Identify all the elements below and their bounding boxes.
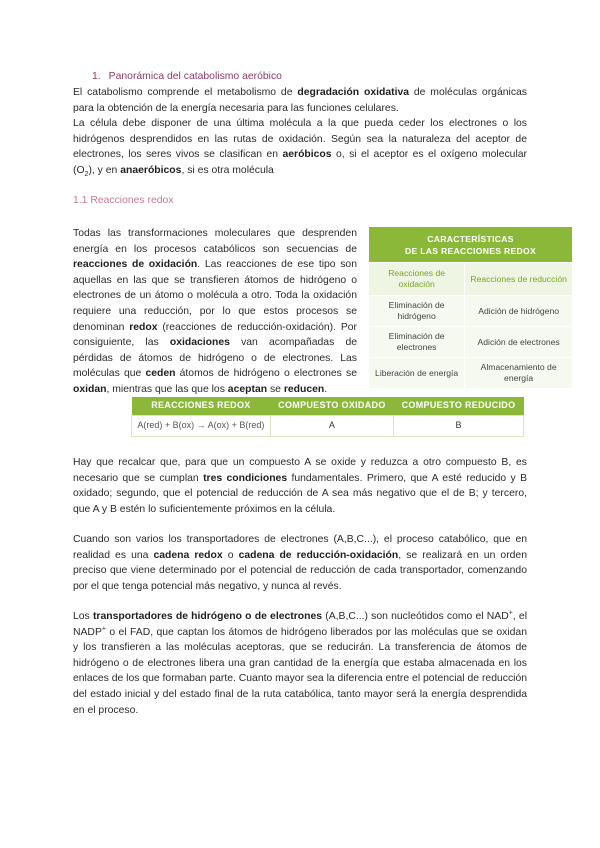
redox-equation: A(red) + B(ox) → A(ox) + B(red) bbox=[132, 416, 271, 437]
section-number: 1. bbox=[92, 71, 101, 82]
conditions-paragraph: Hay que recalcar que, para que un compuesto A se oxide y reduzca a otro compuesto B, es necesario que se cumplan tres condiciones fundamentales. Primero, que A esté reducido y B oxidado; segundo, que el potencial de reducción de A sea más negativo que el de B; y tercero, que A y B estén lo suficientemente próximos en la célula. bbox=[73, 457, 527, 515]
chain-paragraph: Cuando son varios los transportadores de electrones (A,B,C...), el proceso catabólico, que en realidad es una cadena redox o cadena de reducción-oxidación, se realizará en un orden preciso que viene determinado por el potencial de reducción de cada transportador, comenzando por el que tenga potencial más negativo, y nunca al revés. bbox=[73, 534, 527, 592]
header-oxidized-compound: COMPUESTO OXIDADO bbox=[270, 397, 393, 416]
reduced-value: B bbox=[394, 416, 524, 437]
characteristics-table-title: CARACTERÍSTICAS DE LAS REACCIONES REDOX bbox=[369, 227, 573, 263]
table-row: Eliminación de hidrógeno Adición de hidrógeno bbox=[369, 296, 573, 327]
redox-table bbox=[131, 397, 524, 437]
intro-paragraph: El catabolismo comprende el metabolismo de degradación oxidativa de moléculas orgánicas para la obtención de la energía necesaria para las funciones celulares. La célula debe disponer de una última molécula a la que pueda ceder los electrones o los hidrógenos desprendidos en las rutas de oxidación. Según sea la naturaleza del aceptor de electrones, los seres vivos se clasifican en aeróbicos o, si el aceptor es el oxígeno molecular $(O_2)$, y en anaeróbicos, si es otra molécula bbox=[73, 87, 527, 179]
section-heading bbox=[92, 69, 282, 85]
oxidized-value: A bbox=[270, 416, 393, 437]
redox-paragraph: Todas las transformaciones moleculares que desprenden energía en los procesos catabólicos son secuencias de reacciones de oxidación. Las reacciones de ese tipo son aquellas en las que se transfieren átomos de hidrógeno o electrones de un átomo o molécula a otro. Toda la oxidación requiere una reducción, por lo que estos procesos se denominan redox (reacciones de reducción-oxidación). Por consiguiente, las oxidaciones van acompañadas de pérdidas de átomos de hidrógeno o de electrones. Las moléculas que ceden átomos de hidrógeno o electrones se oxidan, mientras que las que los aceptan se reducen. bbox=[73, 228, 358, 395]
header-reduced-compound: COMPUESTO REDUCIDO bbox=[394, 397, 524, 416]
table-row: Liberación de energía Almacenamiento de energía bbox=[369, 358, 573, 389]
subsection-heading: 1.1 Reacciones redox bbox=[73, 195, 174, 206]
table-row bbox=[132, 416, 524, 437]
header-redox-reactions: REACCIONES REDOX bbox=[132, 397, 271, 416]
header-oxidation: Reacciones de oxidación bbox=[369, 263, 465, 296]
section-title: Panorámica del catabolismo aeróbico bbox=[108, 71, 282, 82]
header-reduction: Reacciones de reducción bbox=[465, 263, 573, 296]
carriers-paragraph: Los transportadores de hidrógeno o de electrones (A,B,C...) son nucleótidos como el NAD+, el NADP+ o el FAD, que captan los átomos de hidrógeno liberados por las moléculas que se oxidan y los transfieren a las moléculas aceptoras, que se reducirán. La transferencia de átomos de hidrógeno o de electrones libera una gran cantidad de la energía que estaba almacenada en los enlaces de los que formaban parte. Cuanto mayor sea la diferencia entre el potencial de reducción del estado inicial y del estado final de la ruta catabólica, tanto mayor será la energía desprendida en el proceso. bbox=[73, 609, 528, 716]
table-row: Eliminación de electrones Adición de electrones bbox=[369, 327, 573, 358]
characteristics-table bbox=[368, 226, 573, 389]
